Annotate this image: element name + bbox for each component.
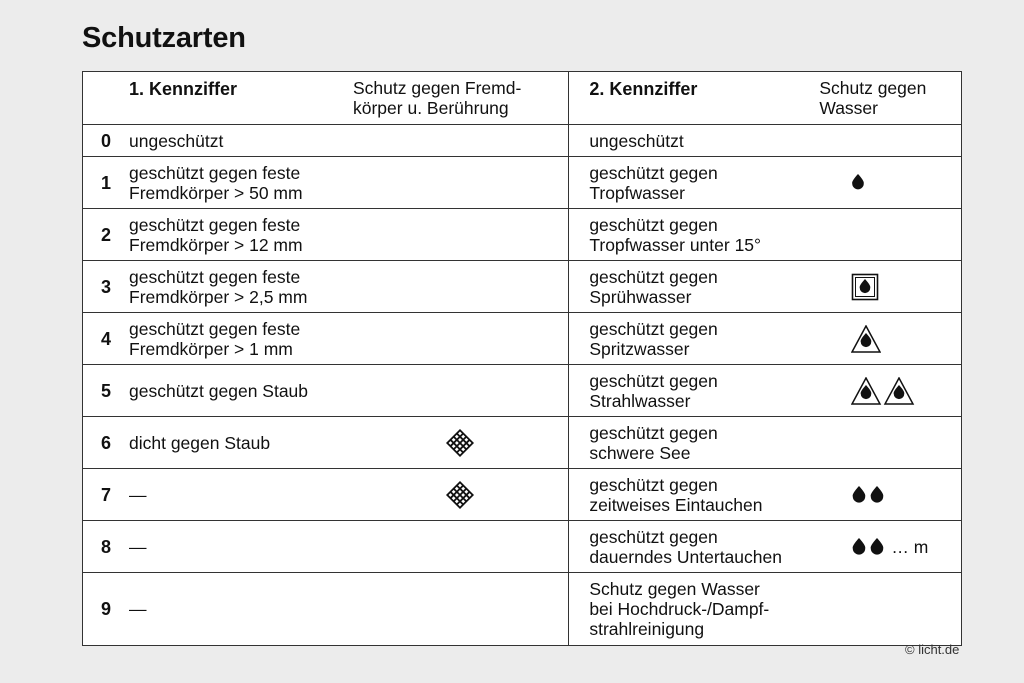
foreign-body-protection-text: geschützt gegen feste Fremdkörper > 1 mm [129,318,301,359]
water-protection-cell [569,469,962,521]
water-protection-text: geschützt gegen Tropfwasser unter 15° [589,214,762,255]
header-cell-second-digit [569,72,962,125]
water-protection-text: geschützt gegen Strahlwasser [589,370,718,411]
depth-label: … m [891,536,929,557]
protection-digit: 2 [101,224,112,245]
water-protection-text: geschützt gegen dauerndes Untertauchen [589,526,782,567]
table-row [83,417,962,469]
foreign-body-protection-text: ungeschützt [129,130,224,151]
foreign-body-cell [83,157,569,209]
water-protection-cell [569,521,962,573]
header-second-desc: Schutz gegen Wasser [819,78,927,118]
water-protection-cell [569,209,962,261]
table-row [83,125,962,157]
header-cell-first-digit [83,72,569,125]
water-protection-cell [569,417,962,469]
foreign-body-protection-text: geschützt gegen Staub [129,380,309,401]
water-protection-text: Schutz gegen Wasser bei Hochdruck-/Dampf- strahlreinigung [589,579,770,639]
table-row [83,313,962,365]
foreign-body-cell [83,261,569,313]
foreign-body-protection-text: — [129,536,147,557]
page-title: Schutzarten [82,22,246,54]
table-row [83,157,962,209]
water-protection-cell [569,573,962,646]
two-drops-icon [851,484,885,506]
two-drops-in-triangles-icon [851,377,915,405]
table-row [83,365,962,417]
foreign-body-cell [83,521,569,573]
dust-grid-icon [446,481,474,509]
protection-digit: 7 [101,484,112,505]
header-first-digit: 1. Kennziffer [129,79,238,99]
table-row [83,521,962,573]
water-protection-cell [569,313,962,365]
water-protection-cell [569,157,962,209]
foreign-body-protection-text: geschützt gegen feste Fremdkörper > 12 mm [129,214,303,255]
water-protection-text: geschützt gegen Sprühwasser [589,266,718,307]
foreign-body-cell [83,417,569,469]
protection-digit: 5 [101,380,112,401]
foreign-body-protection-text: geschützt gegen feste Fremdkörper > 2,5 mm [129,266,308,307]
foreign-body-cell [83,313,569,365]
protection-digit: 4 [101,328,112,349]
dust-grid-icon [446,429,474,457]
protection-digit: 3 [101,276,112,297]
table-row [83,209,962,261]
table-header-row [83,72,962,125]
drop-icon [851,172,865,194]
foreign-body-cell [83,125,569,157]
table-row [83,261,962,313]
two-drops-depth-icon [851,536,928,558]
water-protection-text: geschützt gegen schwere See [589,422,718,463]
water-protection-text: geschützt gegen Tropfwasser [589,162,718,203]
foreign-body-protection-text: — [129,599,147,619]
header-second-digit: 2. Kennziffer [589,79,698,99]
foreign-body-protection-text: geschützt gegen feste Fremdkörper > 50 mm [129,162,303,203]
header-first-desc: Schutz gegen Fremd- körper u. Berührung [353,78,522,118]
drop-in-square-icon [851,273,879,301]
foreign-body-protection-text: — [129,484,147,505]
drop-in-triangle-icon [851,325,881,353]
water-protection-text: geschützt gegen zeitweises Eintauchen [589,474,763,515]
foreign-body-cell [83,469,569,521]
water-protection-cell [569,365,962,417]
water-protection-text: ungeschützt [589,130,684,151]
foreign-body-protection-text: dicht gegen Staub [129,432,271,453]
water-protection-cell [569,125,962,157]
table-row [83,469,962,521]
protection-class-table [82,71,962,646]
protection-digit: 6 [101,432,112,453]
protection-digit: 8 [101,536,112,557]
copyright-notice: © licht.de [905,642,960,657]
foreign-body-cell [83,365,569,417]
foreign-body-cell [83,209,569,261]
protection-digit: 0 [101,130,112,151]
water-protection-cell [569,261,962,313]
protection-digit: 1 [101,172,112,193]
water-protection-text: geschützt gegen Spritzwasser [589,318,718,359]
protection-digit: 9 [101,599,112,619]
foreign-body-cell [83,573,569,646]
table-row [83,573,962,646]
